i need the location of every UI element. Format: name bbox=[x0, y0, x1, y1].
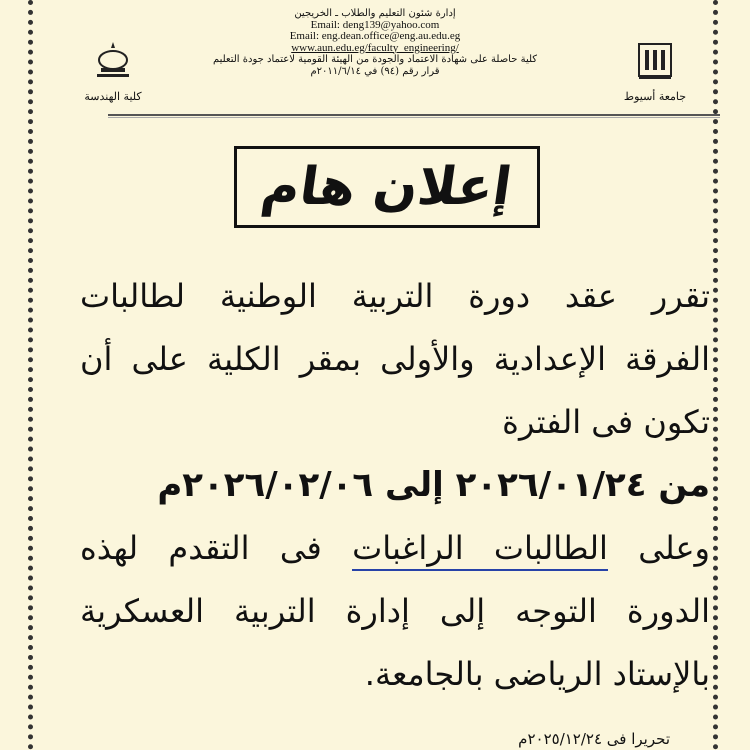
target-students-emphasis: الطالبات الراغبات bbox=[352, 529, 608, 571]
announcement-body bbox=[80, 268, 710, 709]
email-1: Email: deng139@yahoo.com bbox=[310, 18, 440, 31]
university-logo bbox=[610, 38, 700, 103]
body-line-6: الدورة التوجه إلى إدارة التربية العسكرية bbox=[80, 592, 710, 630]
body-line-2: الفرقة الإعدادية والأولى بمقر الكلية على أن bbox=[80, 340, 710, 378]
letterhead bbox=[40, 8, 710, 108]
faculty-logo bbox=[68, 38, 158, 103]
faculty-name: كلية الهندسة bbox=[84, 90, 142, 103]
website-link: www.aun.edu.eg/faculty_engineering/ bbox=[291, 41, 459, 54]
decree-note: قرار رقم (٩٤) في ٢٠١١/٦/١٤م bbox=[310, 65, 440, 77]
issue-date: تحريرا فى ٢٠٢٥/١٢/٢٤م bbox=[518, 730, 670, 748]
faculty-emblem-icon bbox=[91, 38, 135, 82]
announcement-title-box bbox=[234, 146, 540, 228]
email-2: Email: eng.dean.office@eng.au.edu.eg bbox=[289, 30, 461, 42]
body-line-5-start: وعلى bbox=[607, 529, 711, 567]
university-name: جامعة أسيوط bbox=[623, 90, 687, 103]
announcement-title: إعلان هام bbox=[258, 157, 516, 217]
contact-info bbox=[180, 8, 570, 77]
body-line-7: بالإستاد الرياضى بالجامعة. bbox=[364, 655, 710, 693]
date-range-line: من ٢٠٢٦/٠١/٢٤ إلى ٢٠٢٦/٠٢/٠٦م bbox=[157, 465, 710, 505]
body-line-3: تكون فى الفترة bbox=[502, 403, 710, 441]
university-emblem-icon bbox=[635, 38, 675, 82]
header-divider bbox=[108, 114, 720, 118]
body-line-5-end: فى التقدم لهذه bbox=[80, 529, 353, 567]
department-name: إدارة شئون التعليم والطلاب ـ الخريجين bbox=[294, 8, 456, 19]
body-line-1: تقرر عقد دورة التربية الوطنية لطالبات bbox=[80, 277, 710, 315]
body-line-5 bbox=[80, 520, 710, 583]
accreditation-note: كلية حاصلة على شهادة الاعتماد والجودة من الهيئة القومية لاعتماد جودة التعليم bbox=[212, 54, 538, 65]
